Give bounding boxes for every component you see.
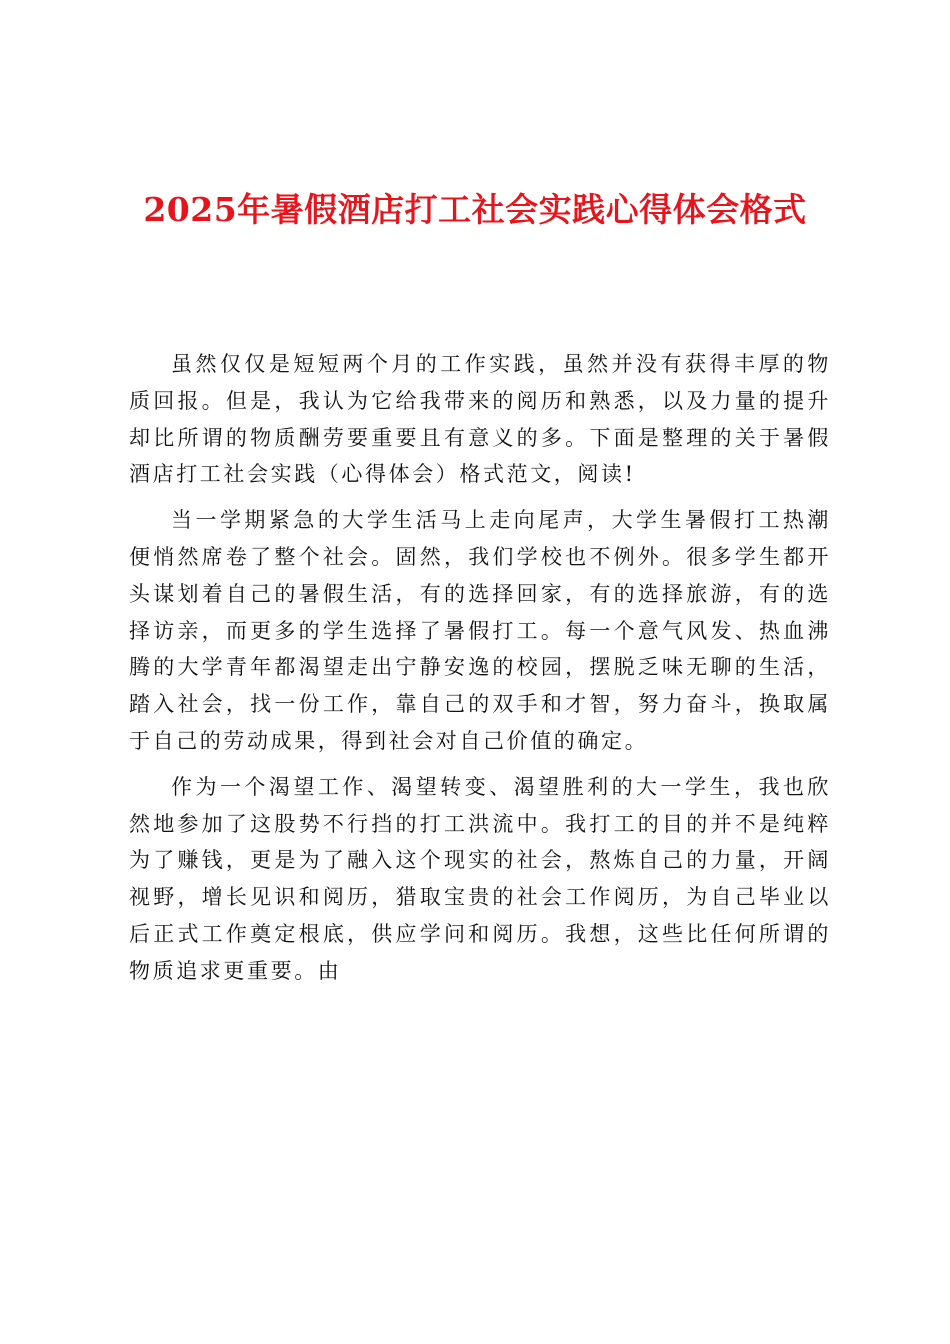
paragraph-1: 虽然仅仅是短短两个月的工作实践，虽然并没有获得丰厚的物质回报。但是，我认为它给我带来的阅历和熟悉，以及力量的提升却比所谓的物质酬劳要重要且有意义的多。下面是整理的关于暑假酒店打工社会实践（心得体会）格式范文，阅读! xyxy=(129,352,831,487)
paragraph-2: 当一学期紧急的大学生活马上走向尾声，大学生暑假打工热潮便悄然席卷了整个社会。固然，我们学校也不例外。很多学生都开头谋划着自己的暑假生活，有的选择回家，有的选择旅游，有的选择访亲，而更多的学生选择了暑假打工。每一个意气风发、热血沸腾的大学青年都渴望走出宁静安逸的校园，摆脱乏味无聊的生活，踏入社会，找一份工作，靠自己的双手和才智，努力奋斗，换取属于自己的劳动成果，得到社会对自己价值的确定。 xyxy=(129,508,831,753)
document-body xyxy=(129,346,831,999)
document-title: 2025年暑假酒店打工社会实践心得体会格式 xyxy=(143,190,807,229)
paragraph-3: 作为一个渴望工作、渴望转变、渴望胜利的大一学生，我也欣然地参加了这股势不行挡的打工洪流中。我打工的目的并不是纯粹为了赚钱，更是为了融入这个现实的社会，熬炼自己的力量，开阔视野，增长见识和阅历，猎取宝贵的社会工作阅历，为自己毕业以后正式工作奠定根底，供应学问和阅历。我想，这些比任何所谓的物质追求更重要。由 xyxy=(129,774,831,983)
